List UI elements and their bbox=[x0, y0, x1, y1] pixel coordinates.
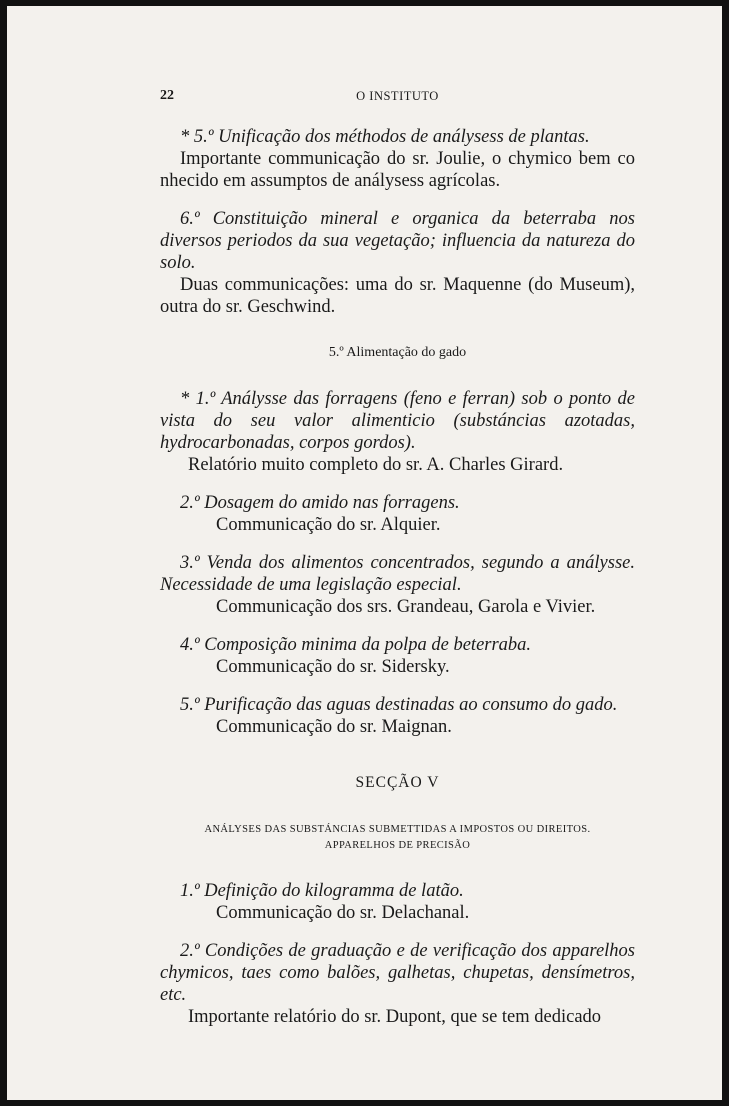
item-6-title: 6.º Constituição mineral e organica da beterraba nos diversos periodos da sua vegetação; influencia da natureza do solo. bbox=[160, 209, 635, 273]
document-page bbox=[7, 6, 722, 1100]
feed-item-1-title: * 1.º Análysse das forragens (feno e ferran) sob o ponto de vista do seu valor alimenticio (substáncias azotadas, hydrocarbonadas, corpos gordos). bbox=[160, 389, 635, 453]
feed-item-5-text: Communicação do sr. Maignan. bbox=[216, 717, 452, 737]
page-body bbox=[160, 126, 635, 1028]
section-item-2-text: Importante relatório do sr. Dupont, que se tem dedicado bbox=[188, 1007, 602, 1027]
section-item-1-title: 1.º Definição do kilogramma de latão. bbox=[180, 881, 464, 901]
feed-item-5-title: 5.º Purificação das aguas destinadas ao consumo do gado. bbox=[180, 695, 618, 715]
running-title: O INSTITUTO bbox=[356, 89, 439, 103]
item-6-text: Duas communicações: uma do sr. Maquenne (do Museum), outra do sr. Geschwind. bbox=[160, 275, 635, 317]
feed-item-3-text: Communicação dos srs. Grandeau, Garola e Vivier. bbox=[216, 597, 596, 617]
section-item-1-text: Communicação do sr. Delachanal. bbox=[216, 903, 470, 923]
feed-item-4-text: Communicação do sr. Sidersky. bbox=[216, 657, 450, 677]
feed-item-2-text: Communicação do sr. Alquier. bbox=[216, 515, 441, 535]
section-title: SECÇÃO V bbox=[355, 774, 440, 791]
section-caption-line-1: ANÁLYSES DAS SUBSTÁNCIAS SUBMETTIDAS A IMPOSTOS OU DIREITOS. bbox=[204, 824, 591, 835]
feed-item-2-title: 2.º Dosagem do amido nas forragens. bbox=[180, 493, 460, 513]
feed-item-3-title: 3.º Venda dos alimentos concentrados, segundo a análysse. Necessidade de uma legislação especial. bbox=[160, 553, 635, 595]
section-item-2-title: 2.º Condições de graduação e de verificação dos apparelhos chymicos, taes como balões, galhetas, chupetas, densímetros, etc. bbox=[160, 941, 635, 1005]
feed-item-4-title: 4.º Composição minima da polpa de beterraba. bbox=[180, 635, 532, 655]
page-header bbox=[160, 88, 635, 112]
subsection-title: 5.º Alimentação do gado bbox=[328, 345, 467, 360]
item-5-text: Importante communicação do sr. Joulie, o chymico bem co nhecido em assumptos de análysess agrícolas. bbox=[160, 149, 635, 191]
page-number: 22 bbox=[160, 88, 174, 103]
feed-item-1-text: Relatório muito completo do sr. A. Charles Girard. bbox=[188, 455, 564, 475]
item-5-title: * 5.º Unificação dos méthodos de análysess de plantas. bbox=[180, 127, 590, 147]
section-caption-line-2: APPARELHOS DE PRECISÃO bbox=[324, 840, 471, 851]
